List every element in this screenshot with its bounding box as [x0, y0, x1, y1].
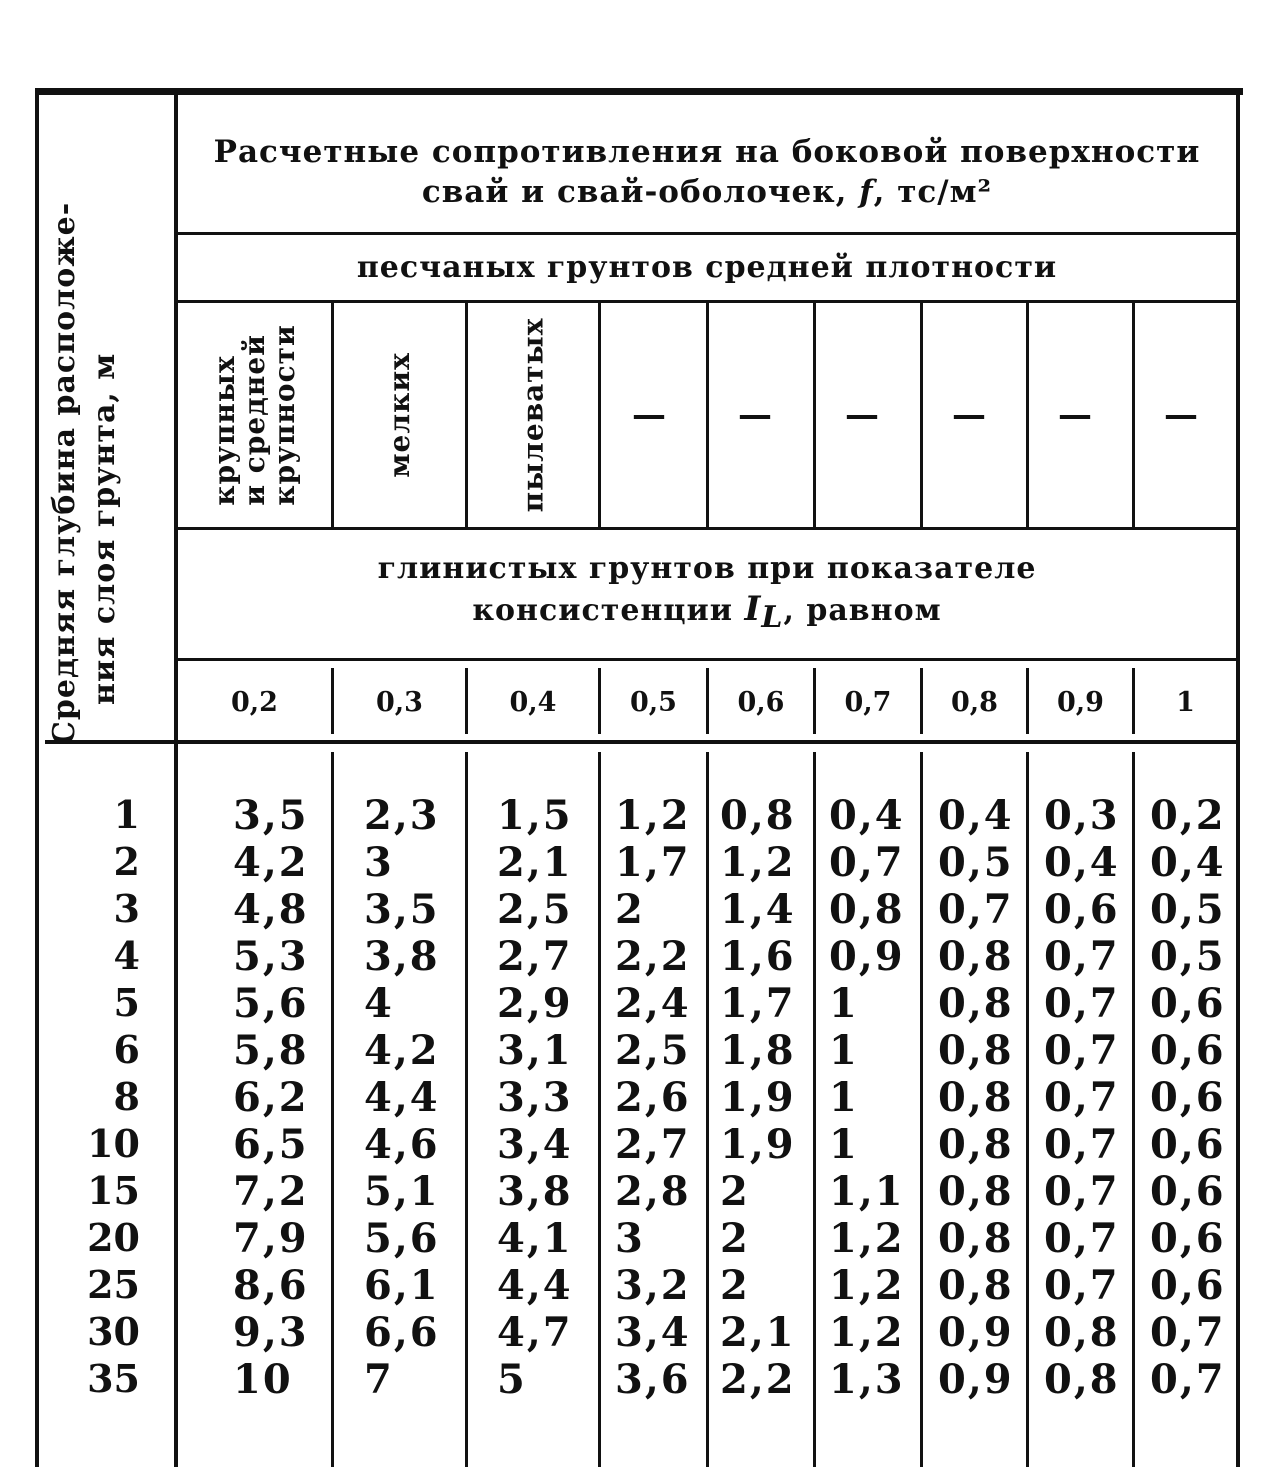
table-cell: 0,7 [1044, 1074, 1120, 1121]
sand-col-silty [468, 303, 598, 527]
table-cell: 0,8 [938, 1262, 1014, 1309]
table-cell: 3,8 [364, 933, 440, 980]
table-cell: 2,4 [615, 980, 691, 1027]
table-cell: 2,9 [497, 980, 573, 1027]
table-cell: 0,6 [1150, 980, 1226, 1027]
depth-column-header [45, 201, 125, 745]
table-cell: 0,6 [1150, 1262, 1226, 1309]
sand-col-empty: — [845, 395, 879, 435]
table-cell: 3,1 [497, 1027, 573, 1074]
table-cell: 2,5 [615, 1027, 691, 1074]
depth-value: 3 [113, 886, 140, 931]
table-cell: 0,4 [1044, 839, 1120, 886]
depth-value: 30 [87, 1309, 140, 1354]
table-cell: 4,4 [497, 1262, 573, 1309]
clay-header-line2: консистенции $I_L$, равном [472, 589, 942, 635]
table-cell: 0,4 [829, 792, 905, 839]
table-cell: 4 [364, 980, 394, 1027]
table-title [178, 112, 1236, 232]
table-cell: 0,7 [1044, 1027, 1120, 1074]
table-cell: 0,9 [829, 933, 905, 980]
depth-value: 25 [87, 1262, 140, 1307]
table-cell: 2 [615, 886, 645, 933]
depth-header-line2: ния слоя грунта, м [87, 352, 122, 705]
sand-col-empty: — [952, 395, 986, 435]
table-cell: 3,4 [497, 1121, 573, 1168]
table-cell: 2,6 [615, 1074, 691, 1121]
sand-col-divider [598, 303, 601, 527]
table-cell: 0,7 [1150, 1309, 1226, 1356]
table-cell: 5,1 [364, 1168, 440, 1215]
table-cell: 4,6 [364, 1121, 440, 1168]
table-cell: 2 [720, 1168, 750, 1215]
il-value: 0,4 [509, 687, 557, 718]
depth-value: 1 [113, 792, 140, 837]
table-cell: 6,5 [233, 1121, 309, 1168]
depth-value: 35 [87, 1356, 140, 1401]
table-cell: 10 [233, 1356, 293, 1403]
table-cell: 2,3 [364, 792, 440, 839]
body-col-divider [813, 752, 816, 1467]
header-bottom-rule [45, 740, 1240, 744]
sand-col-divider [813, 303, 816, 527]
depth-value: 10 [87, 1121, 140, 1166]
outer-left-border [35, 92, 39, 1467]
table-cell: 5,6 [364, 1215, 440, 1262]
table-cell: 7 [364, 1356, 394, 1403]
table-cell: 4,2 [364, 1027, 440, 1074]
table-cell: 1 [829, 980, 859, 1027]
table-cell: 4,7 [497, 1309, 573, 1356]
table-cell: 0,8 [938, 980, 1014, 1027]
table-cell: 1,4 [720, 886, 796, 933]
table-cell: 4,2 [233, 839, 309, 886]
depth-header-line1: Средняя глубина расположе- [47, 201, 82, 745]
table-cell: 0,5 [1150, 886, 1226, 933]
sand-col-divider [706, 303, 709, 527]
il-value: 0,8 [951, 687, 998, 718]
table-cell: 6,1 [364, 1262, 440, 1309]
table-cell: 1,2 [829, 1262, 905, 1309]
sand-col-label: пылеватых [516, 317, 550, 513]
il-value: 0,6 [737, 687, 785, 718]
table-cell: 1,5 [497, 792, 573, 839]
table-cell: 3,2 [615, 1262, 691, 1309]
table-cell: 0,4 [1150, 839, 1226, 886]
table-cell: 0,6 [1150, 1074, 1226, 1121]
table-cell: 3,8 [497, 1168, 573, 1215]
sand-col-empty: — [1164, 395, 1198, 435]
il-value: 0,3 [376, 687, 423, 718]
table-cell: 2,5 [497, 886, 573, 933]
table-cell: 1,9 [720, 1121, 796, 1168]
table-cell: 1,9 [720, 1074, 796, 1121]
body-col-divider [1132, 752, 1135, 1467]
table-cell: 6,2 [233, 1074, 309, 1121]
table-cell: 0,7 [1150, 1356, 1226, 1403]
sand-col-empty: — [738, 395, 772, 435]
table-cell: 2,7 [615, 1121, 691, 1168]
table-cell: 0,6 [1150, 1121, 1226, 1168]
table-cell: 1,1 [829, 1168, 905, 1215]
table-cell: 0,5 [938, 839, 1014, 886]
table-cell: 0,5 [1150, 933, 1226, 980]
table-cell: 3,4 [615, 1309, 691, 1356]
table-cell: 0,8 [1044, 1309, 1120, 1356]
table-cell: 7,9 [233, 1215, 309, 1262]
il-value: 0,5 [630, 687, 677, 718]
table-cell: 4,1 [497, 1215, 573, 1262]
table-cell: 0,8 [720, 792, 796, 839]
table-cell: 1 [829, 1074, 859, 1121]
body-col-divider [1026, 752, 1029, 1467]
sand-col-divider [1026, 303, 1029, 527]
table-cell: 1,2 [720, 839, 796, 886]
table-cell: 1,2 [829, 1309, 905, 1356]
outer-right-border [1236, 92, 1240, 1467]
table-cell: 0,6 [1150, 1168, 1226, 1215]
clay-header-bottom-rule [176, 658, 1238, 661]
body-col-divider [598, 752, 601, 1467]
table-cell: 0,3 [1044, 792, 1120, 839]
clay-header-line1: глинистых грунтов при показателе [377, 551, 1037, 586]
table-cell: 0,2 [1150, 792, 1226, 839]
clay-header [178, 535, 1236, 653]
title-line1: Расчетные сопротивления на боковой поверхности [213, 134, 1201, 170]
depth-value: 6 [113, 1027, 140, 1072]
table-cell: 0,6 [1044, 886, 1120, 933]
sand-col-divider [920, 303, 923, 527]
body-col-divider [331, 752, 334, 1467]
table-cell: 6,6 [364, 1309, 440, 1356]
table-cell: 4,4 [364, 1074, 440, 1121]
table-cell: 1,7 [615, 839, 691, 886]
table-cell: 0,7 [829, 839, 905, 886]
table-cell: 3,5 [233, 792, 309, 839]
table-cell: 1,6 [720, 933, 796, 980]
table-cell: 2 [720, 1262, 750, 1309]
depth-value: 2 [113, 839, 140, 884]
sand-col-divider [1132, 303, 1135, 527]
table-cell: 1,2 [615, 792, 691, 839]
body-col-divider [706, 752, 709, 1467]
table-cell: 0,7 [1044, 1168, 1120, 1215]
sand-columns-bottom-rule [176, 527, 1238, 530]
table-cell: 0,9 [938, 1309, 1014, 1356]
table-cell: 2,8 [615, 1168, 691, 1215]
sand-header: песчаных грунтов средней плотности [356, 249, 1058, 285]
table-cell: 1,2 [829, 1215, 905, 1262]
table-cell: 2,2 [720, 1356, 796, 1403]
table-cell: 1 [829, 1121, 859, 1168]
table-cell: 0,8 [829, 886, 905, 933]
table-cell: 1,3 [829, 1356, 905, 1403]
depth-value: 15 [87, 1168, 140, 1213]
il-value: 0,7 [844, 687, 892, 718]
table-cell: 4,8 [233, 886, 309, 933]
sand-col-empty: — [632, 395, 666, 435]
table-cell: 1 [829, 1027, 859, 1074]
table-cell: 8,6 [233, 1262, 309, 1309]
il-value: 1 [1176, 687, 1195, 718]
table-top-rule [35, 88, 1243, 95]
table-cell: 0,7 [1044, 1121, 1120, 1168]
table-cell: 0,8 [938, 933, 1014, 980]
table-cell: 7,2 [233, 1168, 309, 1215]
table-cell: 0,8 [938, 1074, 1014, 1121]
table-cell: 1,7 [720, 980, 796, 1027]
depth-value: 5 [113, 980, 140, 1025]
table-cell: 5,3 [233, 933, 309, 980]
depth-value: 20 [87, 1215, 140, 1260]
table-cell: 0,7 [1044, 933, 1120, 980]
table-cell: 3,5 [364, 886, 440, 933]
table-cell: 0,8 [938, 1027, 1014, 1074]
table-cell: 0,7 [1044, 1215, 1120, 1262]
table-cell: 2,1 [720, 1309, 796, 1356]
il-value: 0,9 [1057, 687, 1104, 718]
title-line2: свай и свай-оболочек, f, тс/м² [421, 174, 993, 210]
sand-col-label: крупных и средней крупности [207, 324, 301, 506]
table-cell: 5 [497, 1356, 527, 1403]
table-cell: 0,6 [1150, 1027, 1226, 1074]
table-cell: 0,6 [1150, 1215, 1226, 1262]
table-cell: 0,8 [1044, 1356, 1120, 1403]
depth-value: 4 [113, 933, 140, 978]
table-cell: 0,7 [1044, 1262, 1120, 1309]
table-cell: 5,6 [233, 980, 309, 1027]
body-col-divider [465, 752, 468, 1467]
table-cell: 3 [364, 839, 394, 886]
table-cell: 0,4 [938, 792, 1014, 839]
table-cell: 0,7 [938, 886, 1014, 933]
table-cell: 2,1 [497, 839, 573, 886]
table-cell: 1,8 [720, 1027, 796, 1074]
table-cell: 5,8 [233, 1027, 309, 1074]
table-cell: 2,2 [615, 933, 691, 980]
table-cell: 0,9 [938, 1356, 1014, 1403]
sand-col-empty: — [1058, 395, 1092, 435]
table-cell: 0,8 [938, 1168, 1014, 1215]
depth-value: 8 [113, 1074, 140, 1119]
table-cell: 3,3 [497, 1074, 573, 1121]
il-value: 0,2 [231, 687, 278, 718]
sand-col-coarse [178, 303, 331, 527]
table-cell: 2 [720, 1215, 750, 1262]
sand-col-fine [334, 303, 465, 527]
body-col-divider [920, 752, 923, 1467]
table-cell: 0,7 [1044, 980, 1120, 1027]
table-cell: 3 [615, 1215, 645, 1262]
table-cell: 2,7 [497, 933, 573, 980]
sand-col-label: мелких [382, 352, 416, 478]
table-cell: 3,6 [615, 1356, 691, 1403]
table-cell: 0,8 [938, 1215, 1014, 1262]
table-cell: 0,8 [938, 1121, 1014, 1168]
table-cell: 9,3 [233, 1309, 309, 1356]
